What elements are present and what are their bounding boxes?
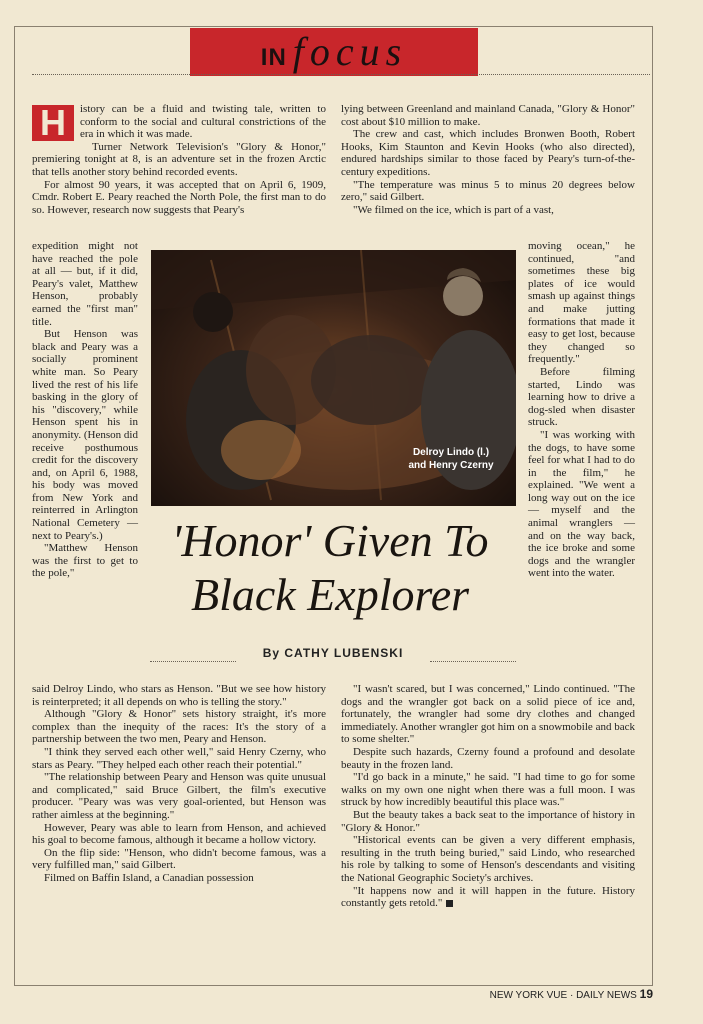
drop-cap: H [32,105,74,141]
paragraph: "The temperature was minus 5 to minus 20 degrees below zero," said Gilbert. [341,178,635,204]
paragraph: said Delroy Lindo, who stars as Henson. "But we see how history is reinterpreted; it all depends on who is telling the story." [32,683,326,708]
article-column-right-bottom [341,683,635,910]
photo-caption [396,446,506,472]
paragraph: Filmed on Baffin Island, a Canadian possession [44,871,254,884]
byline-rule-left [150,661,236,662]
headline-line: Black Explorer [190,569,470,620]
paragraph: "I think they served each other well," said Henry Czerny, who stars as Peary. "They helped each other reach their potential." [32,745,326,771]
paragraph: expedition might not have reached the pole at all — but, if it did, Peary's valet, Matthew Henson, probably earned the "first man" title. [32,240,138,328]
page-number: 19 [639,987,653,1001]
article-column-right-top [341,103,635,216]
banner-in: IN [260,44,287,71]
paragraph: But the beauty takes a back seat to the importance of history in "Glory & Honor." [341,808,635,834]
article-column-left-narrow [32,240,138,580]
page-footer [490,987,653,1001]
paragraph: Despite such hazards, Czerny found a profound and desolate beauty in the frozen land. [341,745,635,771]
caption-line: and Henry Czerny [408,460,494,471]
paragraph: "The relationship between Peary and Henson was quite unusual and complicated," said Bruce Gilbert, the film's executive producer. "Peary was was very goal-oriented, but Henson was rather aimless at the beginning." [32,771,326,821]
paragraph: moving ocean," he continued, "and sometimes these big plates of ice would smash up against things and make jutting formations that made it easy to get lost, because they changed so frequently." [528,240,635,366]
paragraph: The crew and cast, which includes Bronwen Booth, Robert Hooks, Kim Staunton and Kevin Hooks (who also directed), endured hardships similar to those faced by Peary's turn-of-the-century expeditions. [341,128,635,178]
paragraph: For almost 90 years, it was accepted that on April 6, 1909, Cmdr. Robert E. Peary reached the North Pole, the first man to do so. However, research now suggests that Peary's [32,178,326,216]
top-divider [32,74,650,75]
paragraph: "I wasn't scared, but I was concerned," Lindo continued. "The dogs and the wrangler got back on a solid piece of ice and, fortunately, the wrangler had some dry clothes and changed immediately. Another wrangler got him on a snowmobile and back to some shelter." [341,683,635,746]
paragraph: istory can be a fluid and twisting tale, written to conform to the social and cultural constrictions of the era in which it was made. [80,103,326,141]
paragraph: Although "Glory & Honor" sets history straight, it's more complex than the inequity of the races: It's the story of a partnership between the two men, Peary and Henson. [32,708,326,746]
banner-focus: focus [292,29,408,74]
paragraph: However, Peary was able to learn from Henson, and achieved his goal to become famous, although it became a hollow victory. [32,821,326,847]
article-column-left-top [32,103,326,216]
paragraph: "I'd go back in a minute," he said. "I had time to go for some walks on my own one night when there was a full moon. I was struck by how incredibly beautiful this place was." [341,771,635,809]
paragraph: "Historical events can be given a very different emphasis, resulting in the truth being buried," said Lindo, who researched his role by talking to some of Henson's descendants and visiting the National Geographic Society's archives. [341,834,635,884]
section-banner [190,28,478,76]
article-column-left-bottom [32,683,326,885]
paragraph: lying between Greenland and mainland Canada, "Glory & Honor" cost about $10 million to make. [341,103,635,128]
caption-line: Delroy Lindo (l.) [412,447,490,458]
paragraph: "Matthew Henson was the first to get to the pole," [32,542,138,580]
paragraph: On the flip side: "Henson, who didn't become famous, was a very fulfilled man," said Gilbert. [32,846,326,872]
closing-quote: "It happens now and it will happen in the future. History constantly gets retold." [341,884,635,910]
paragraph: Turner Network Television's "Glory & Honor," premiering tonight at 8, is an adventure set in the frozen Arctic that tells another story behind recorded events. [32,140,326,178]
paragraph: But Henson was black and Peary was a socially prominent white man. So Peary lived the rest of his life basking in the glory of his "discovery," while Henson spent his in anonymity. (Henson did receive posthumous credit for the discovery and, on April 6, 1988, his body was moved from New York and reinterred in Arlington National Cemetery — next to Peary's.) [32,328,138,542]
paragraph: "We filmed on the ice, which is part of a vast, [353,203,554,216]
article-column-right-narrow [528,240,635,580]
byline: By CATHY LUBENSKI [262,646,404,660]
headline-line: 'Honor' Given To [171,515,489,566]
paragraph: "I was working with the dogs, to have some feel for what I had to do in the film," he explained. "We went a long way out on the ice — myself and the animal wranglers — and on the way back, the ice broke and some dogs and the wrangler went into the water. [528,428,635,580]
byline-rule-right [430,661,516,662]
publication-name: NEW YORK VUE · DAILY NEWS [489,990,637,1001]
article-headline [140,514,520,622]
paragraph: Before filming started, Lindo was learning how to drive a dog-sled when disaster struck. [528,365,635,429]
paragraph [341,885,635,910]
end-mark-icon [446,900,453,907]
